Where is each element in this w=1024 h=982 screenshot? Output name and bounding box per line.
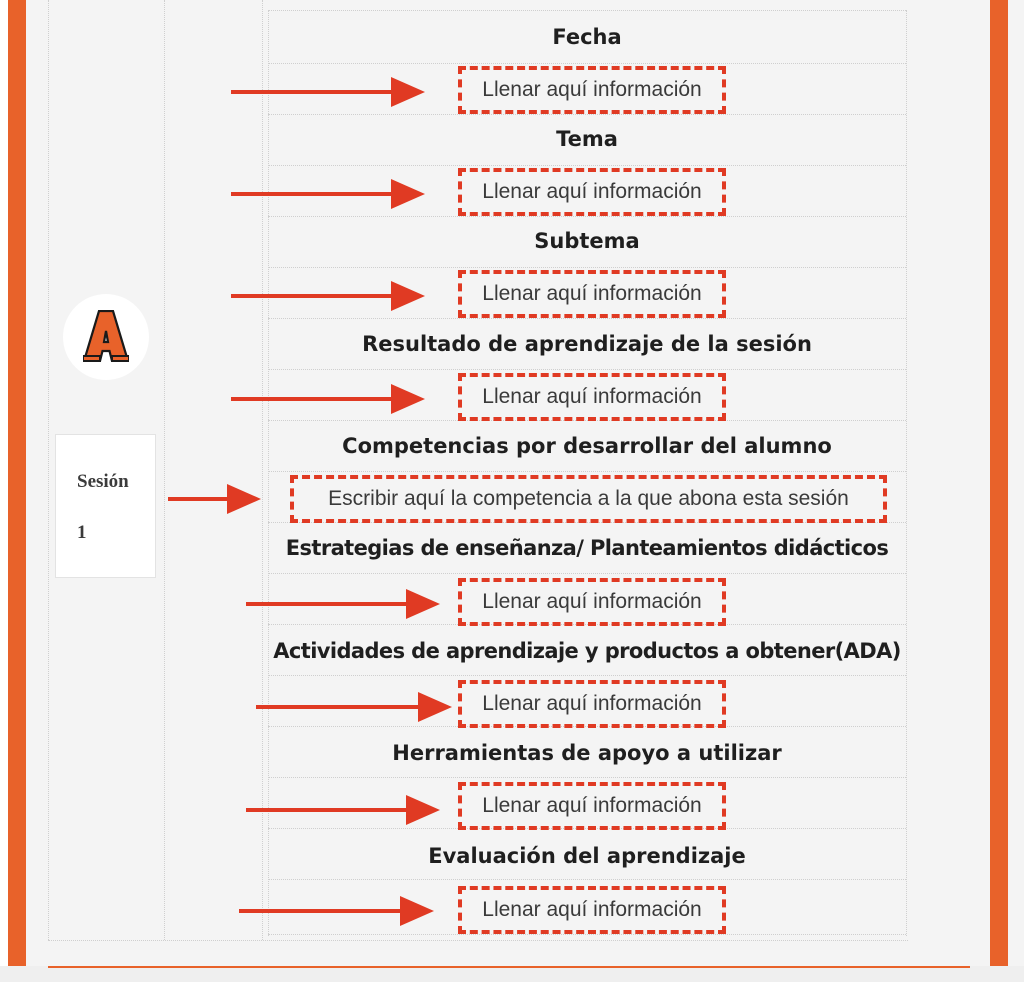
row-divider <box>268 471 906 472</box>
heading-subtema: Subtema <box>534 229 640 253</box>
row-divider <box>268 934 906 935</box>
page-margin <box>1008 0 1024 982</box>
session-number: 1 <box>77 522 87 543</box>
heading-actividades: Actividades de aprendizaje y productos a obtener(ADA) <box>273 639 901 663</box>
pointer-arrow-icon <box>246 795 440 825</box>
row-divider <box>268 114 906 115</box>
pointer-arrow-icon <box>231 179 425 209</box>
cell-border-right <box>906 10 907 936</box>
heading-herramientas: Herramientas de apoyo a utilizar <box>392 741 782 765</box>
heading-estrategias: Estrategias de enseñanza/ Planteamientos didácticos <box>285 536 889 560</box>
evaluacion-input[interactable]: Llenar aquí información <box>458 886 726 934</box>
competencias-input[interactable]: Escribir aquí la competencia a la que abona esta sesión <box>290 475 887 523</box>
bottom-band <box>0 966 1024 982</box>
row-divider <box>268 675 906 676</box>
herramientas-input[interactable]: Llenar aquí información <box>458 782 726 830</box>
tema-input[interactable]: Llenar aquí información <box>458 168 726 216</box>
left-orange-border <box>8 0 26 982</box>
heading-resultado: Resultado de aprendizaje de la sesión <box>362 332 812 356</box>
right-orange-border <box>990 0 1008 982</box>
row-divider <box>268 879 906 880</box>
table-border-bottom <box>48 940 908 941</box>
estrategias-input[interactable]: Llenar aquí información <box>458 578 726 626</box>
pointer-arrow-icon <box>168 484 261 514</box>
row-divider <box>268 318 906 319</box>
row-divider <box>268 216 906 217</box>
row-divider <box>268 63 906 64</box>
pointer-arrow-icon <box>246 589 440 619</box>
cell-border-top <box>268 10 906 11</box>
heading-tema: Tema <box>556 127 618 151</box>
row-divider <box>268 369 906 370</box>
actividades-input[interactable]: Llenar aquí información <box>458 680 726 728</box>
bottom-divider <box>48 966 970 968</box>
column-divider <box>164 0 165 940</box>
pointer-arrow-icon <box>231 77 425 107</box>
pointer-arrow-icon <box>231 384 425 414</box>
fecha-input[interactable]: Llenar aquí información <box>458 66 726 114</box>
table-border-left <box>48 0 49 940</box>
row-divider <box>268 165 906 166</box>
subtema-input[interactable]: Llenar aquí información <box>458 270 726 318</box>
row-divider <box>268 573 906 574</box>
row-divider <box>268 267 906 268</box>
heading-fecha: Fecha <box>552 25 622 49</box>
pointer-arrow-icon <box>239 896 434 926</box>
letter-a-logo-icon <box>83 310 129 362</box>
session-label: Sesión <box>77 471 129 492</box>
resultado-input[interactable]: Llenar aquí información <box>458 373 726 421</box>
heading-evaluacion: Evaluación del aprendizaje <box>428 844 746 868</box>
pointer-arrow-icon <box>256 692 452 722</box>
heading-competencias: Competencias por desarrollar del alumno <box>342 434 832 458</box>
school-logo <box>63 294 149 380</box>
row-divider <box>268 777 906 778</box>
session-card <box>55 434 156 578</box>
pointer-arrow-icon <box>231 281 425 311</box>
